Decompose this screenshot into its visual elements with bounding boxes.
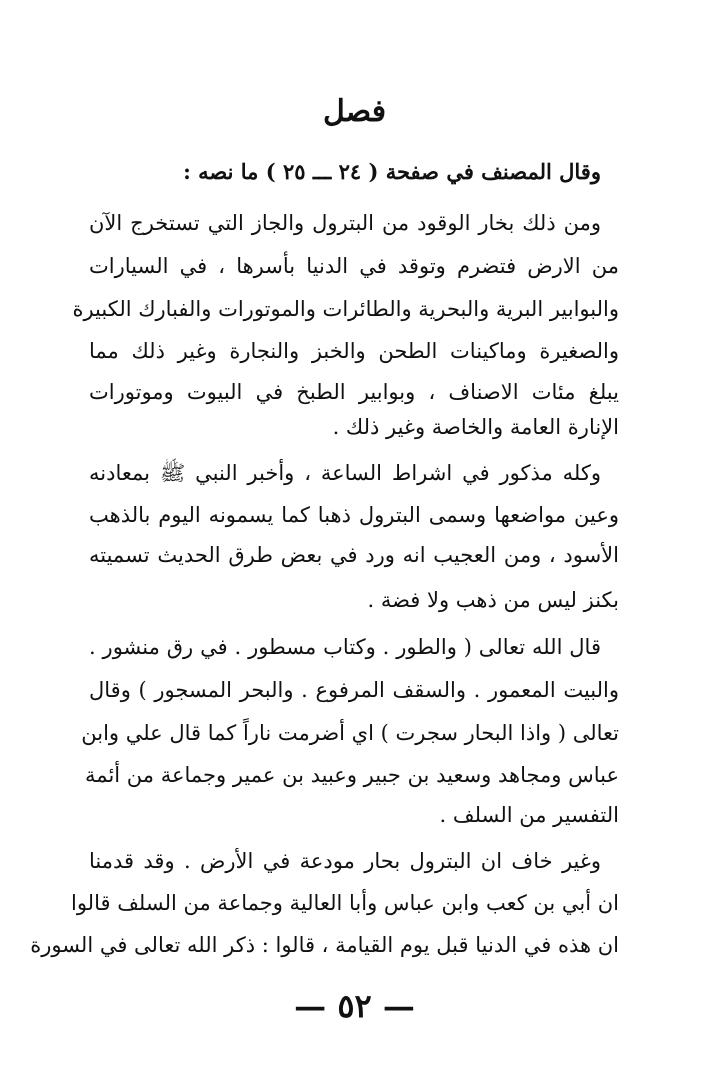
paragraph-3-line: والبيت المعمور . والسقف المرفوع . والبحر المسجور ) وقال	[89, 678, 619, 702]
page-number: — ٥٢ —	[294, 987, 415, 1025]
paragraph-1-line: يبلغ مئات الاصناف ، وبوابير الطبخ في البيوت وموتورات	[89, 380, 619, 404]
paragraph-2-line: وعين مواضعها وسمى البترول ذهبا كما يسمونه اليوم بالذهب	[89, 503, 619, 527]
intro-line: وقال المصنف في صفحة ( ٢٤ ـــ ٢٥ ) ما نصه :	[183, 159, 601, 184]
section-heading: فصل	[322, 94, 387, 129]
paragraph-4-line: ان هذه في الدنيا قبل يوم القيامة ، قالوا : ذكر الله تعالى في السورة	[30, 933, 619, 957]
paragraph-3-line: التفسير من السلف .	[439, 803, 619, 827]
paragraph-3-line: تعالى ( واذا البحار سجرت ) اي أضرمت ناراً كما قال علي وابن	[81, 721, 619, 745]
paragraph-1-line: الإنارة العامة والخاصة وغير ذلك .	[332, 415, 619, 439]
paragraph-4-line: ان أبي بن كعب وابن عباس وأبا العالية وجماعة من السلف قالوا	[71, 891, 619, 915]
paragraph-1-line: ومن ذلك بخار الوقود من البترول والجاز التي تستخرج الآن	[89, 211, 601, 235]
paragraph-1-line: والبوابير البرية والبحرية والطائرات والموتورات والفبارك الكبيرة	[72, 297, 619, 321]
paragraph-3-line: قال الله تعالى ( والطور . وكتاب مسطور . في رق منشور .	[89, 635, 601, 659]
paragraph-2-line: الأسود ، ومن العجيب انه ورد في بعض طرق الحديث تسميته	[89, 543, 619, 567]
paragraph-2-line: وكله مذكور في اشراط الساعة ، وأخبر النبي ﷺ بمعادنه	[89, 461, 601, 485]
paragraph-2-line: بكنز ليس من ذهب ولا فضة .	[367, 588, 619, 612]
paragraph-1-line: والصغيرة وماكينات الطحن والخبز والنجارة وغير ذلك مما	[89, 339, 619, 363]
paragraph-4-line: وغير خاف ان البترول بحار مودعة في الأرض . وقد قدمنا	[89, 849, 601, 873]
paragraph-3-line: عباس ومجاهد وسعيد بن جبير وعبيد بن عمير وجماعة من أئمة	[85, 763, 619, 787]
paragraph-1-line: من الارض فتضرم وتوقد في الدنيا بأسرها ، في السيارات	[89, 254, 619, 278]
